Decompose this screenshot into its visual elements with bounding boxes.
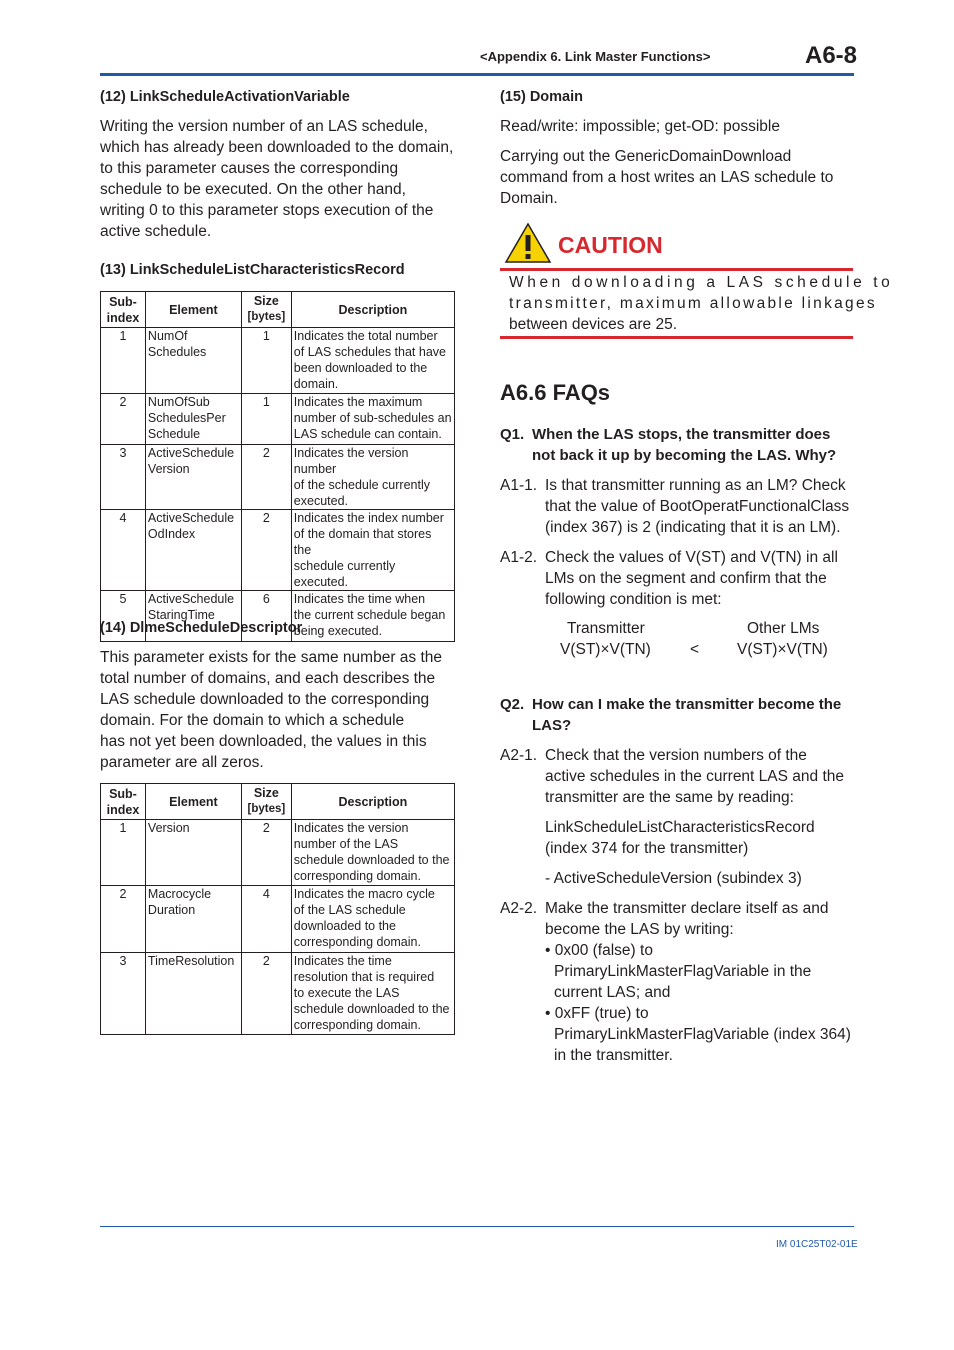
col-size: Size [bytes] [241, 292, 291, 328]
table-dlme-schedule-descriptor [100, 783, 455, 1035]
a22-bullet-1: • 0x00 (false) to PrimaryLinkMasterFlagVariable in the current LAS; and [545, 942, 812, 1001]
col-description: Description [291, 784, 454, 820]
section-12-title: (12) LinkScheduleActivationVariable [100, 89, 350, 105]
section-15-access: Read/write: impossible; get-OD: possible [500, 118, 780, 135]
table-row: 3 ActiveSchedule Version 2 Indicates the version number of the schedule currently executed. [101, 445, 455, 510]
table-header-row [101, 292, 455, 328]
table-header-row [101, 784, 455, 820]
section-14-title: (14) DlmeScheduleDescriptor [100, 620, 303, 636]
caution-bottom-rule [500, 336, 853, 339]
a22-bullet-2: • 0xFF (true) to PrimaryLinkMasterFlagVariable (index 364) in the transmitter. [545, 1005, 851, 1064]
a21-parameter: LinkScheduleListCharacteristicsRecord (index 374 for the transmitter) [545, 819, 815, 857]
a12-text: Check the values of V(ST) and V(TN) in all LMs on the segment and confirm that the following condition is met: [545, 549, 838, 608]
table-row: 1 Version 2 Indicates the version number of the LAS schedule downloaded to the corresponding domain. [101, 820, 455, 886]
a12-label: A1-2. [500, 549, 538, 566]
section-15-title: (15) Domain [500, 89, 583, 105]
table-row: 5 ActiveSchedule StaringTime 6 Indicates the time when the current schedule began being executed. [101, 591, 455, 642]
table-row: 2 Macrocycle Duration 4 Indicates the macro cycle of the LAS schedule downloaded to the corresponding domain. [101, 886, 455, 953]
a11-label: A1-1. [500, 477, 538, 494]
document-id: IM 01C25T02-01E [776, 1239, 858, 1250]
page-number: A6-8 [805, 42, 858, 69]
warning-triangle-icon [504, 222, 552, 264]
caution-top-rule [500, 268, 853, 271]
q2-label: Q2. [500, 696, 525, 713]
header-rule [100, 73, 854, 76]
footer-rule [100, 1226, 854, 1227]
condition-right-label: Other LMs [747, 620, 820, 637]
col-element: Element [145, 784, 241, 820]
section-14-body: This parameter exists for the same number as the total number of domains, and each describes the LAS schedule downloaded to the corresponding domain. For the domain to which a schedule has not yet been downloaded, the values in this parameter are all zeros. [100, 649, 443, 771]
header-section-title: <Appendix 6. Link Master Functions> [480, 49, 711, 64]
a21-subindex: - ActiveScheduleVersion (subindex 3) [545, 870, 802, 887]
q2-text: How can I make the transmitter become the LAS? [532, 696, 842, 734]
table-row: 1 NumOf Schedules 1 Indicates the total number of LAS schedules that have been downloaded to the domain. [101, 328, 455, 394]
table-row: 3 TimeResolution 2 Indicates the time resolution that is required to execute the LAS schedule downloaded to the corresponding domain. [101, 953, 455, 1035]
caution-body: When downloading a LAS schedule to transmitter, maximum allowable linkages between devices are 25. [509, 274, 894, 333]
table-row: 4 ActiveSchedule OdIndex 2 Indicates the index number of the domain that stores the schedule currently executed. [101, 510, 455, 591]
caution-title: CAUTION [558, 232, 663, 258]
a22-text: Make the transmitter declare itself as and become the LAS by writing: [545, 900, 829, 938]
col-description: Description [291, 292, 454, 328]
condition-left-label: Transmitter [567, 620, 645, 637]
col-subindex: Sub- index [101, 784, 146, 820]
col-element: Element [145, 292, 241, 328]
a21-label: A2-1. [500, 747, 538, 764]
table-row: 2 NumOfSub SchedulesPer Schedule 1 Indicates the maximum number of sub-schedules an LAS schedule can contain. [101, 394, 455, 445]
q1-label: Q1. [500, 426, 525, 443]
a21-text: Check that the version numbers of the active schedules in the current LAS and the transmitter are the same by reading: [545, 747, 844, 806]
a11-text: Is that transmitter running as an LM? Check that the value of BootOperatFunctionalClass (index 367) is 2 (indicating that it is an LM). [545, 477, 850, 536]
col-subindex: Sub- index [101, 292, 146, 328]
condition-operator: < [690, 641, 700, 658]
col-size: Size [bytes] [241, 784, 291, 820]
condition-left-expr: V(ST)×V(TN) [560, 641, 651, 658]
table-link-schedule-record [100, 291, 455, 642]
q1-text: When the LAS stops, the transmitter does not back it up by becoming the LAS. Why? [532, 426, 837, 464]
section-13-title: (13) LinkScheduleListCharacteristicsRecord [100, 262, 405, 278]
section-15-body: Carrying out the GenericDomainDownload command from a host writes an LAS schedule to Domain. [500, 148, 834, 207]
condition-right-expr: V(ST)×V(TN) [737, 641, 828, 658]
a22-label: A2-2. [500, 900, 538, 917]
section-12-body: Writing the version number of an LAS schedule, which has already been downloaded to the domain, to this parameter causes the corresponding schedule to be executed. On the other hand, writing 0 to this parameter stops execution of the active schedule. [100, 118, 454, 240]
faq-heading: A6.6 FAQs [500, 380, 611, 405]
